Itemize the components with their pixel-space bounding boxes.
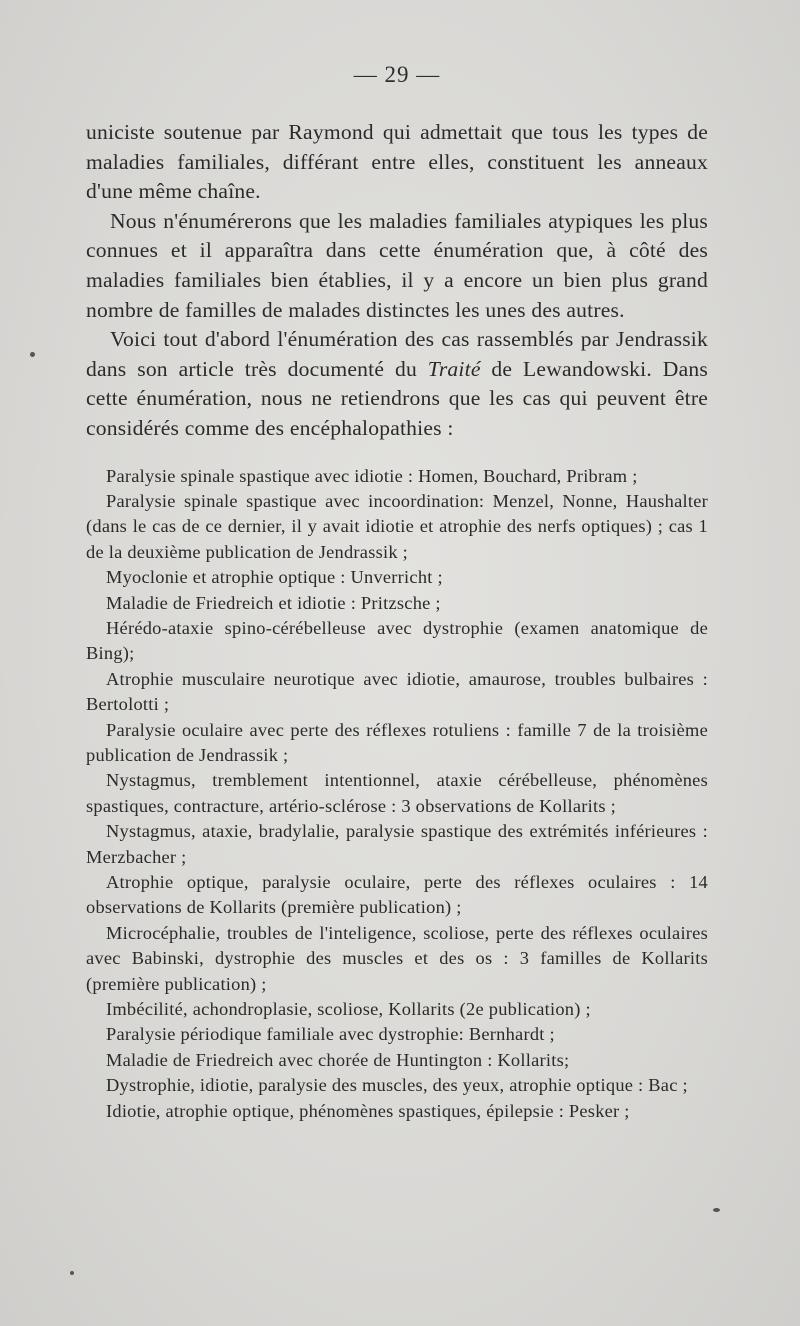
paragraph-2: Nous n'énumérerons que les maladies familiales atypiques les plus connues et il apparaîtra dans cette énumération que, à côté des maladies familiales bien établies, il y a encore un bien plus grand nombre de familles de malades distinctes les unes des autres. bbox=[86, 208, 708, 322]
page-number: — 29 — bbox=[353, 62, 441, 87]
body-text bbox=[86, 118, 708, 444]
list-item: Microcéphalie, troubles de l'inteligence, scoliose, perte des réflexes oculaires avec Babinski, dystrophie des muscles et des os : 3 familles de Kollarits (première publication) ; bbox=[86, 922, 708, 994]
list-item: Atrophie musculaire neurotique avec idiotie, amaurose, troubles bulbaires : Bertolotti ; bbox=[86, 668, 708, 715]
list-item: Maladie de Friedreich avec chorée de Huntington : Kollarits; bbox=[106, 1049, 570, 1070]
list-item: Myoclonie et atrophie optique : Unverricht ; bbox=[106, 567, 443, 588]
list-item: Paralysie spinale spastique avec idiotie : Homen, Bouchard, Pribram ; bbox=[106, 465, 638, 486]
list-item: Paralysie périodique familiale avec dystrophie: Bernhardt ; bbox=[106, 1024, 555, 1045]
paper-speck bbox=[713, 1208, 720, 1212]
list-item: Maladie de Friedreich et idiotie : Pritzsche ; bbox=[106, 592, 441, 613]
paragraph-1: uniciste soutenue par Raymond qui admettait que tous les types de maladies familiales, différant entre elles, constituent les anneaux d'une même chaîne. bbox=[86, 120, 708, 204]
list-item: Atrophie optique, paralysie oculaire, perte des réflexes oculaires : 14 observations de Kollarits (première publication) ; bbox=[86, 872, 708, 918]
list-item: Nystagmus, tremblement intentionnel, ataxie cérébelleuse, phénomènes spastiques, contracture, artério-sclérose : 3 observations de Kollarits ; bbox=[86, 770, 708, 816]
paper-speck bbox=[30, 352, 35, 357]
paragraph-3 bbox=[86, 325, 708, 443]
paragraph-3-italic-title: Traité bbox=[427, 356, 481, 381]
list-item: Idiotie, atrophie optique, phénomènes spastiques, épilepsie : Pesker ; bbox=[106, 1100, 630, 1121]
list-item: Paralysie spinale spastique avec incoordination: Menzel, Nonne, Haushalter (dans le cas de ce dernier, il y avait idiotie et atrophie des nerfs optiques) ; cas 1 de la deuxième publication de Jendrassik ; bbox=[86, 490, 708, 562]
list-item: Imbécilité, achondroplasie, scoliose, Kollarits (2e publication) ; bbox=[106, 999, 591, 1020]
list-item: Dystrophie, idiotie, paralysie des muscles, des yeux, atrophie optique : Bac ; bbox=[106, 1075, 688, 1096]
list-item: Nystagmus, ataxie, bradylalie, paralysie spastique des extrémités inférieures : Merzbacher ; bbox=[86, 821, 708, 867]
paragraph-3-text-before: Voici tout d'abord l'énumération des cas rassemblés par Jendrassik dans son article très documenté du bbox=[86, 327, 708, 381]
list-item: Hérédo-ataxie spino-cérébelleuse avec dystrophie (examen anatomique de Bing); bbox=[86, 617, 708, 664]
list-item: Paralysie oculaire avec perte des réflexes rotuliens : famille 7 de la troisième publication de Jendrassik ; bbox=[86, 719, 708, 765]
paper-speck bbox=[70, 1271, 74, 1275]
case-list bbox=[86, 464, 708, 1125]
paragraph-3-text-after: de Lewandowski. Dans cette énumération, nous ne retiendrons que les cas qui peuvent être considérés comme des encéphalopathies : bbox=[86, 356, 708, 440]
